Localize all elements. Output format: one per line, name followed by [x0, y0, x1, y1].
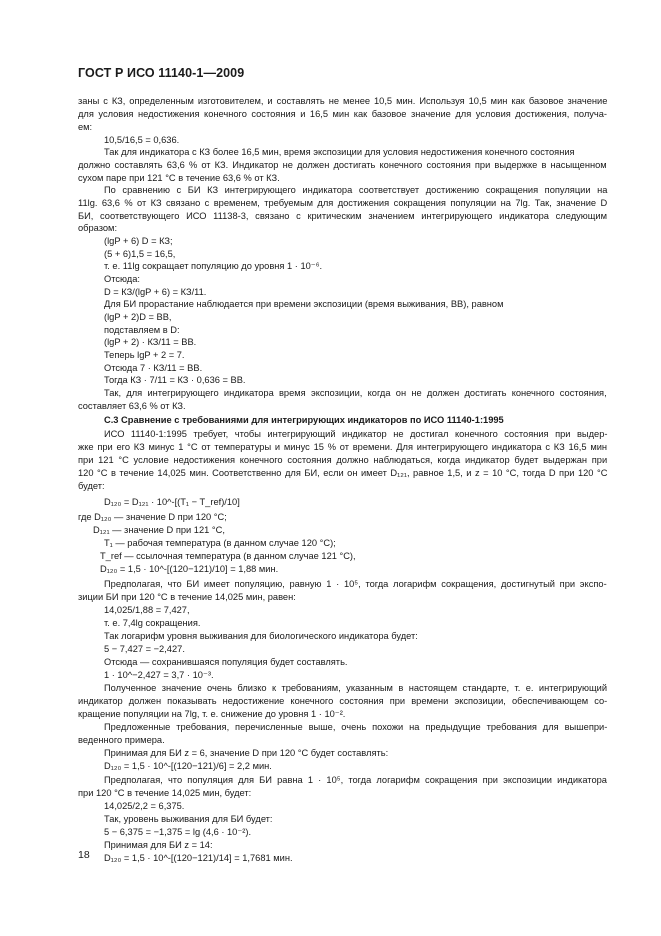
- text-line: Отсюда 7 · КЗ/11 = ВВ.: [104, 363, 203, 373]
- text-line: зиции БИ при 120 °С в течение 14,025 мин, равен:: [78, 592, 296, 602]
- text-line: образом:: [78, 223, 118, 233]
- text-line: D₁₂₀ = D₁₂₁ · 10^-[(T₁ − T_ref)/10]: [104, 497, 240, 507]
- text-line: составляет 63,6 % от КЗ.: [78, 401, 186, 411]
- text-line: D₁₂₀ = 1,5 · 10^-[(120−121)/6] = 2,2 мин.: [104, 761, 272, 771]
- text-line: сухом паре при 121 °С в течение 63,6 % от КЗ.: [78, 173, 280, 183]
- text-line: для условия недостижения конечного состояния и 16,5 мин как базовое значение для условия достижения, получа-: [78, 109, 608, 119]
- document-header-title: ГОСТ Р ИСО 11140-1—2009: [78, 66, 245, 80]
- text-line: кращение популяции на 7lg, т. е. снижение до уровня 1 · 10⁻².: [78, 709, 346, 719]
- text-line: (lgP + 2)D = ВВ,: [104, 312, 172, 322]
- text-line: т. е. 11lg сокращает популяцию до уровня 1 · 10⁻⁶.: [104, 261, 323, 271]
- text-line: жке при его КЗ минус 1 °С от температуры и минус 15 % от времени. Для интегрирующего индикатора с КЗ 16,5 мин: [78, 442, 608, 452]
- text-line: Для БИ прорастание наблюдается при времени экспозиции (время выживания, ВВ), равном: [104, 299, 504, 309]
- section-heading: С.3 Сравнение с требованиями для интегрирующих индикаторов по ИСО 11140-1:1995: [104, 415, 504, 425]
- text-line: Принимая для БИ z = 14:: [104, 840, 213, 850]
- text-line: D = КЗ/(lgP + 6) = КЗ/11.: [104, 287, 207, 297]
- text-line: 14,025/1,88 = 7,427,: [104, 605, 190, 615]
- text-line: Полученное значение очень близко к требованиям, указанным в настоящем стандарте, т. е. интегрирующий: [104, 683, 608, 693]
- text-line: подставляем в D:: [104, 325, 180, 335]
- text-line: Так, уровень выживания для БИ будет:: [104, 814, 273, 824]
- text-line: 5 − 6,375 = −1,375 = lg (4,6 · 10⁻²).: [104, 827, 252, 837]
- text-line: индикатор должен показывать недостижение конечного состояния при времени экспозиции, обеспечивающем со-: [78, 696, 608, 706]
- text-line: БИ, соответствующего ИСО 11138-3, связано с критическим значением интегрирующего индикатора следующим: [78, 211, 607, 221]
- text-line: 11lg. 63,6 % от КЗ связано с временем, требуемым для достижения сокращения популяции на 7lg. Так, значение D: [78, 198, 608, 208]
- text-line: Так для индикатора с КЗ более 16,5 мин, время экспозиции для условия недостижения конечного состояния: [104, 147, 575, 157]
- text-line: заны с КЗ, определенным изготовителем, и составлять не менее 10,5 мин. Используя 10,5 мин как базовое значение: [78, 96, 608, 106]
- text-line: т. е. 7,4lg сокращения.: [104, 618, 201, 628]
- text-line: 1 · 10^−2,427 = 3,7 · 10⁻³.: [104, 670, 214, 680]
- text-line: (lgP + 6) D = КЗ;: [104, 236, 173, 246]
- text-line: Так логарифм уровня выживания для биологического индикатора будет:: [104, 631, 418, 641]
- text-line: Предложенные требования, перечисленные выше, очень похожи на предыдущие требования для вышепри-: [104, 722, 608, 732]
- text-line: T_ref — ссылочная температура (в данном случае 121 °С),: [100, 551, 356, 561]
- text-line: Предполагая, что популяция для БИ равна 1 · 10⁵, тогда логарифм сокращения при экспозиции индикатора: [104, 775, 607, 785]
- text-line: По сравнению с БИ КЗ интегрирующего индикатора соответствует достижению сокращения популяции на: [104, 185, 608, 195]
- page-number: 18: [78, 849, 90, 861]
- text-line: при 120 °С в течение 14,025 мин, будет:: [78, 788, 252, 798]
- text-line: (lgP + 2) · КЗ/11 = ВВ.: [104, 337, 197, 347]
- text-line: D₁₂₀ = 1,5 · 10^-[(120−121)/10] = 1,88 мин.: [100, 564, 279, 574]
- text-line: 10,5/16,5 = 0,636.: [104, 135, 180, 145]
- text-line: T₁ — рабочая температура (в данном случае 120 °С);: [104, 538, 336, 548]
- text-line: ИСО 11140-1:1995 требует, чтобы интегрирующий индикатор не достигал конечного состояния при выдер-: [104, 429, 608, 439]
- text-line: Так, для интегрирующего индикатора время экспозиции, когда он не должен достигать конечного состояния,: [104, 388, 607, 398]
- text-line: при 121 °С условие недостижения конечного состояния должно наблюдаться, когда индикатор будет выдержан при: [78, 455, 608, 465]
- text-line: 120 °С в течение 14,025 мин. Соответственно для БИ, если он имеет D₁₂₁, равное 1,5, и z = 10 °С, тогда D при 120 °С: [78, 468, 608, 478]
- text-line: должно составлять 63,6 % от КЗ. Индикатор не должен достигать конечного состояния при выдержке в насыщенном: [78, 160, 607, 170]
- text-line: Предполагая, что БИ имеет популяцию, равную 1 · 10⁵, тогда логарифм сокращения, достигнутый при экспо-: [104, 579, 607, 589]
- text-line: D₁₂₁ — значение D при 121 °С,: [93, 525, 225, 535]
- text-line: Теперь lgP + 2 = 7.: [104, 350, 185, 360]
- text-line: Отсюда:: [104, 274, 140, 284]
- text-line: Тогда КЗ · 7/11 = КЗ · 0,636 = ВВ.: [104, 375, 246, 385]
- text-line: Отсюда — сохранившаяся популяция будет составлять.: [104, 657, 348, 667]
- text-line: ем:: [78, 122, 93, 132]
- text-line: 14,025/2,2 = 6,375.: [104, 801, 185, 811]
- text-line: D₁₂₀ = 1,5 · 10^-[(120−121)/14] = 1,7681 мин.: [104, 853, 293, 863]
- text-line: где D₁₂₀ — значение D при 120 °С;: [78, 512, 227, 522]
- text-line: будет:: [78, 481, 105, 491]
- text-line: Принимая для БИ z = 6, значение D при 120 °С будет составлять:: [104, 748, 389, 758]
- text-line: (5 + 6)1,5 = 16,5,: [104, 249, 176, 259]
- text-line: 5 − 7,427 = −2,427.: [104, 644, 185, 654]
- text-line: веденного примера.: [78, 735, 165, 745]
